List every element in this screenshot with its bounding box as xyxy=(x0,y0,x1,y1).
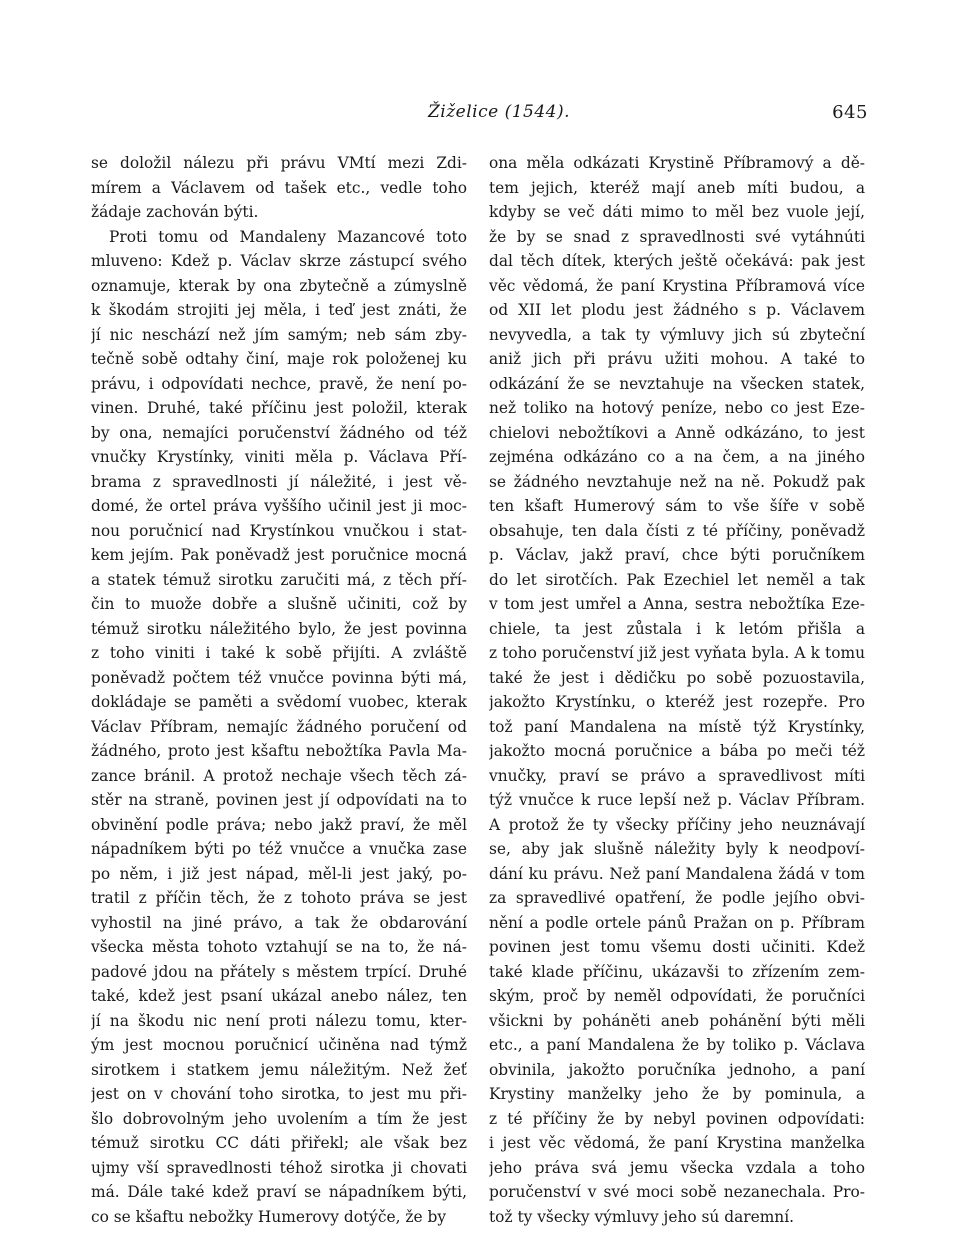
text-line: mluveno: Kdež p. Václav skrze zástupcí svého xyxy=(91,252,467,270)
text-line: nou poručnicí nad Krystínkou vnučkou i stat- xyxy=(91,521,467,540)
text-line: vnučky Krystínky, viniti měla p. Václava Pří- xyxy=(91,448,467,466)
text-line: se, aby jak slušně náležity byly k neodpoví- xyxy=(489,840,865,858)
text-line: zejména odkázáno co a na čem, a na jiného xyxy=(489,448,865,466)
text-line: že by se snad z spravedlnosti své vytáhnúti xyxy=(489,227,865,246)
text-line: tož paní Mandalena na místě týž Krystínky, xyxy=(489,717,865,736)
text-line: povinen jest tomu všemu dosti učiniti. Kdež xyxy=(489,938,865,956)
text-line: k škodám strojiti jej měla, i teď jest znáti, že xyxy=(91,301,467,319)
text-line: se žádného nevztahuje než na ně. Pokudž pak xyxy=(489,472,865,491)
text-line: ona měla odkázati Krystině Příbramový a dě- xyxy=(489,154,865,172)
text-line: nevyvedla, a tak ty výmluvy jich sú zbyteční xyxy=(489,325,865,344)
text-line: obvinila, jakožto poručníka jednoho, a paní xyxy=(489,1060,865,1079)
text-line: etc., a paní Mandalena že by toliko p. Václava xyxy=(489,1036,865,1054)
text-line: ým jest mocnou poručnicí učiněna nad týmž xyxy=(91,1036,467,1054)
text-line: i jest věc vědomá, že paní Krystina manželka xyxy=(489,1134,865,1152)
text-line: šlo dobrovolným jeho uvolením a tím že jest xyxy=(91,1109,467,1128)
text-line: vinen. Druhé, také příčinu jest položil, kterak xyxy=(91,399,467,417)
text-line: jí na škodu nic není proti nálezu tomu, kter- xyxy=(91,1011,467,1030)
right-text-column xyxy=(489,151,865,1229)
text-line: se doložil nálezu při právu VMtí mezi Zdi- xyxy=(91,154,467,172)
text-line: také klade příčinu, ukázavši to zřízením zem- xyxy=(489,962,865,981)
text-line: dání ku právu. Než paní Mandalena žádá v tom xyxy=(489,864,865,883)
text-line: do let sirotčích. Pak Ezechiel let neměl a tak xyxy=(489,570,865,589)
text-line: zance bránil. A protož nechaje všech těch zá- xyxy=(91,766,467,785)
text-line: žádaje zachován býti. xyxy=(91,203,259,221)
text-line: žádného, proto jest kšaftu nebožtíka Pavla Ma- xyxy=(91,742,467,760)
text-line: má. Dále také kdež praví se nápadníkem býti, xyxy=(91,1183,467,1201)
text-line: témuž sirotku náležitého bylo, že jest povinna xyxy=(91,619,467,638)
text-line: p. Václav, jakž praví, chce býti poručníkem xyxy=(489,546,865,564)
text-line: z toho poručenství již jest vyňata byla. A k tomu xyxy=(489,644,865,662)
text-line: věc vědomá, že paní Krystina Příbramová více xyxy=(489,276,865,295)
text-line: a statek témuž sirotku zaručiti má, z těch pří- xyxy=(91,570,467,589)
text-line: také, kdež jest psaní ukázal anebo nález, ten xyxy=(91,987,467,1005)
text-line: nápadníkem býti po též vnučce a vnučka zase xyxy=(91,840,467,858)
text-line: dal těch dítek, kterých ještě očekává: pak jest xyxy=(489,252,865,270)
text-line: čin to muože dobře a slušně učiniti, což by xyxy=(91,595,467,613)
text-line: jakožto mocná poručnice a bába po meči též xyxy=(489,742,865,760)
text-line: by ona, nemajíci poručenství žádného od též xyxy=(91,423,467,442)
text-line: domé, že ortel práva vyššího učinil jest ji moc- xyxy=(91,497,467,515)
text-line: právu, i odpovídati nechce, pravě, že není po- xyxy=(91,374,467,393)
text-line: tečně sobě odtahy činí, maje rok položenej ku xyxy=(91,350,467,368)
text-line: z toho viniti i také k sobě přijíti. A zvláště xyxy=(91,644,467,662)
text-line: kdyby se več dáti mimo to měl bez vuole její, xyxy=(489,203,865,221)
page-number: 645 xyxy=(832,102,868,123)
text-line: chielovi nebožtíkovi a Anně odkázáno, to jest xyxy=(489,423,865,442)
left-text-column xyxy=(91,151,467,1229)
text-line: oznamuje, kterak by ona zbytečně a zúmyslně xyxy=(91,276,467,295)
text-line: mírem a Václavem od tašek etc., vedle toho xyxy=(91,178,467,197)
text-line: po něm, i již jest nápad, měl-li jest jaký, po- xyxy=(91,864,467,883)
text-line: nění a podle ortele pánů Pražan on p. Příbram xyxy=(489,913,865,932)
text-line: tož ty všecky výmluvy jeho sú daremní. xyxy=(489,1207,795,1226)
text-line: Proti tomu od Mandaleny Mazancové toto xyxy=(109,227,467,246)
text-line: než toliko na hotový peníze, nebo co jest Eze- xyxy=(489,399,865,417)
text-line: dokládaje se paměti a svědomí vuobec, kterak xyxy=(91,693,467,711)
text-line: jakožto Krystínku, o kteréž jest rozepře. Pro xyxy=(489,693,865,711)
text-line: témuž sirotku CC dáti přiřekl; ale však bez xyxy=(91,1134,467,1152)
text-line: z té příčiny že by nebyl povinen odpovídati: xyxy=(489,1109,865,1128)
text-line: Krystiny manželky jeho že by pominula, a xyxy=(489,1085,865,1103)
text-line: poručenství v své moci sobě nezanechala. Pro- xyxy=(489,1183,865,1201)
text-line: všickni by poháněti aneb pohánění býti měli xyxy=(489,1011,865,1030)
text-line: co se kšaftu nebožky Humerovy dotýče, že by xyxy=(91,1207,447,1226)
text-line: také že jest i dědičku po sobě pozuostavila, xyxy=(489,668,865,687)
text-line: Václav Příbram, nemajíc žádného poručení od xyxy=(91,717,467,736)
text-line: týž vnučce k ruce lepší než p. Václav Příbram. xyxy=(489,791,865,809)
text-line: stěr na straně, povinen jest jí odpovídati na to xyxy=(91,791,467,809)
text-line: ten kšaft Humerový sám to vše šíře v sobě xyxy=(489,497,865,515)
text-line: padové jdou na přátely s městem trpící. Druhé xyxy=(91,962,467,981)
text-line: od XII let plodu jest žádného s p. Václavem xyxy=(489,301,865,319)
text-line: A protož že ty všecky příčiny jeho neuznávají xyxy=(489,815,865,834)
text-line: kem jejím. Pak poněvadž jest poručnice mocná xyxy=(91,546,467,564)
text-line: vyhostil na jiné právo, a tak že obdarování xyxy=(91,913,467,932)
text-line: v tom jest umřel a Anna, sestra nebožtíka Eze- xyxy=(489,595,865,613)
text-line: jest on v chování toho sirotka, to jest mu při- xyxy=(91,1085,467,1103)
text-line: tratil z příčin těch, že z tohoto práva se jest xyxy=(91,889,467,907)
text-line: ujmy vší spravedlnosti téhož sirotka ji chovati xyxy=(91,1158,467,1177)
text-line: jeho práva svá jemu všecka vzdala a toho xyxy=(489,1158,865,1177)
text-line: sirotkem i statkem jemu náležitým. Než žeť xyxy=(91,1060,467,1079)
running-head: Žiželice (1544). xyxy=(427,102,571,122)
text-line: všecka města tohoto vztahují se na to, že ná- xyxy=(91,938,467,956)
text-line: brama z spravedlnosti jí náležité, i jest vě- xyxy=(91,472,467,491)
page-header xyxy=(90,102,868,132)
text-line: aniž jich při právu užiti mohou. A také to xyxy=(489,350,865,368)
text-line: za spravedlivé opatření, že podle jejího obvi- xyxy=(489,889,865,907)
text-line: obsahuje, ten dala čísti z té příčiny, poněvadž xyxy=(489,521,865,540)
text-line: obvinění podle práva; nebo jakž praví, že měl xyxy=(91,815,467,834)
text-line: chiele, ta jest zůstala i k letóm přišla a xyxy=(489,619,865,638)
text-line: tem jejich, kteréž mají aneb míti budou, a xyxy=(489,178,865,197)
text-line: odkázání že se nevztahuje na všecken statek, xyxy=(489,374,865,393)
text-line: jí nic neschází než jím samým; neb sám zby- xyxy=(91,325,467,344)
text-line: vnučky, praví se právo a spravedlivost míti xyxy=(489,766,865,785)
text-line: poněvadž počtem též vnučce povinna býti má, xyxy=(91,668,467,687)
text-line: ským, proč by neměl odpovídati, že poručníci xyxy=(489,987,865,1005)
